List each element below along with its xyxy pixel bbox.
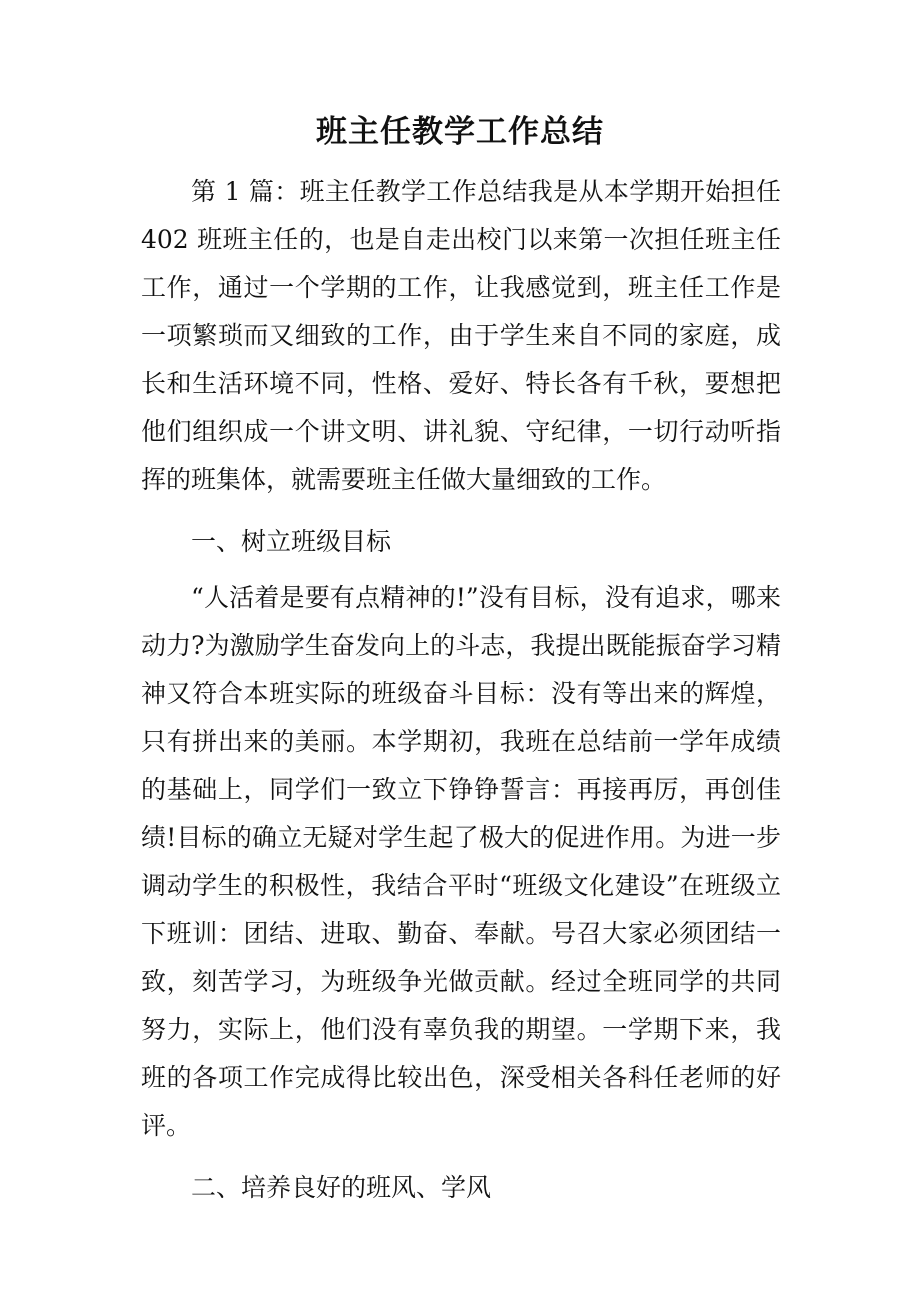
document-body [141,168,781,1212]
section-heading-2: 二、培养良好的班风、学风 [191,1173,492,1202]
section-heading-1: 一、树立班级目标 [191,527,392,556]
paragraph-section-1: “人活着是要有点精神的!”没有目标，没有追求，哪来动力?为激励学生奋发向上的斗志，我提出既能振奋学习精神又符合本班实际的班级奋斗目标：没有等出来的辉煌，只有拼出来的美丽。本学期初，我班在总结前一学年成绩的基础上，同学们一致立下铮铮誓言：再接再厉，再创佳绩!目标的确立无疑对学生起了极大的促进作用。为进一步调动学生的积极性，我结合平时“班级文化建设”在班级立下班训：团结、进取、勤奋、奉献。号召大家必须团结一致，刻苦学习，为班级争光做贡献。经过全班同学的共同努力，实际上，他们没有辜负我的期望。一学期下来，我班的各项工作完成得比较出色，深受相关各科任老师的好评。 [141,583,781,1140]
document-title: 班主任教学工作总结 [316,114,604,150]
paragraph-intro: 第 1 篇：班主任教学工作总结我是从本学期开始担任402 班班主任的，也是自走出校门以来第一次担任班主任工作，通过一个学期的工作，让我感觉到，班主任工作是一项繁琐而又细致的工作，由于学生来自不同的家庭，成长和生活环境不同，性格、爱好、特长各有千秋，要想把他们组织成一个讲文明、讲礼貌、守纪律，一切行动听指挥的班集体，就需要班主任做大量细致的工作。 [141,177,781,494]
